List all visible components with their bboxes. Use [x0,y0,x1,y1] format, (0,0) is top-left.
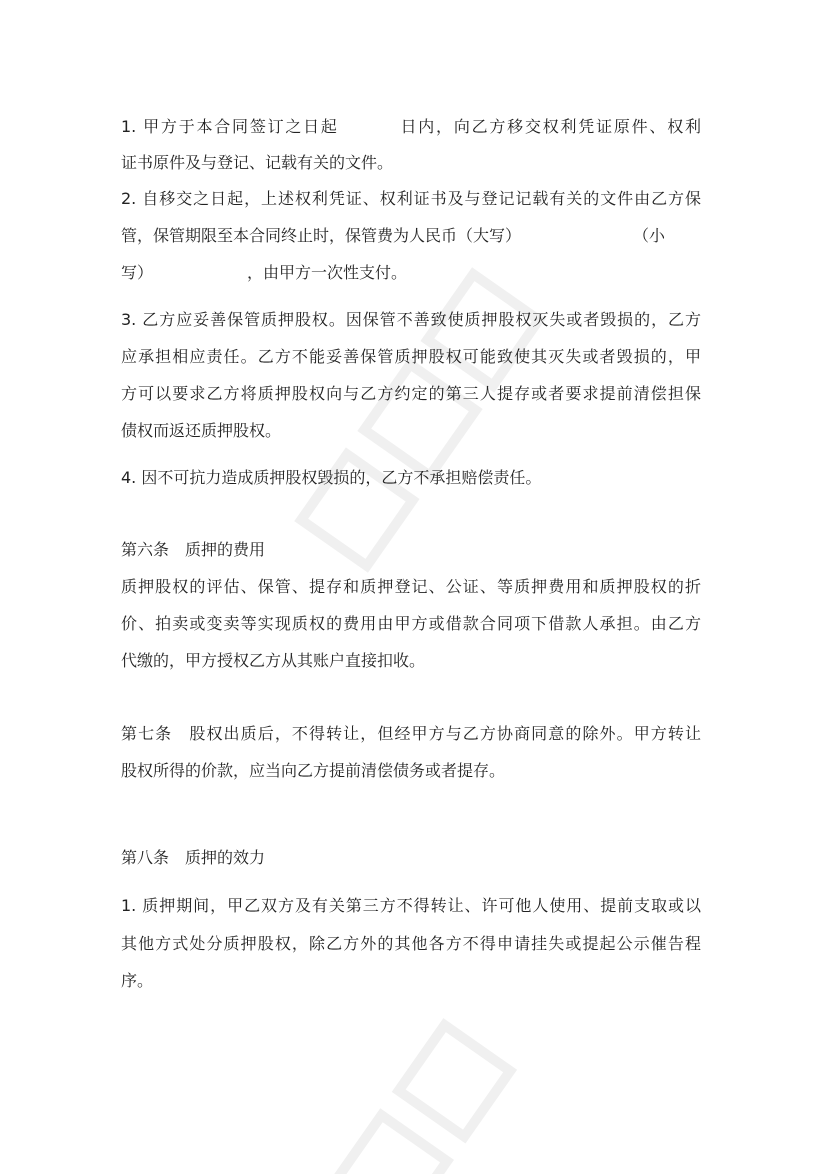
article8-line1: 1. 质押期间，甲乙双方及有关第三方不得转让、许可他人使用、提前支取或以 [121,896,701,915]
article7-line2: 股权所得的价款，应当向乙方提前清偿债务或者提存。 [121,761,506,780]
item2-line1: 2. 自移交之日起，上述权利凭证、权利证书及与登记记载有关的文件由乙方保 [121,189,701,208]
item3-line3: 方可以要求乙方将质押股权向与乙方约定的第三人提存或者要求提前清偿担保 [121,384,701,403]
item1-text-b: 日内，向乙方移交权利凭证原件、权利 [398,117,701,136]
item3-line2: 应承担相应责任。乙方不能妥善保管质押股权可能致使其灭失或者毁损的，甲 [121,347,701,366]
article6-line1: 质押股权的评估、保管、提存和质押登记、公证、等质押费用和质押股权的折 [121,577,701,596]
item3-line1: 3. 乙方应妥善保管质押股权。因保管不善致使质押股权灭失或者毁损的，乙方 [121,310,701,329]
article8-line3: 序。 [121,971,154,990]
item2-line2 [121,226,701,246]
item4-line: 4. 因不可抗力造成质押股权毁损的，乙方不承担赔偿责任。 [121,468,542,487]
item3-line4: 债权而返还质押股权。 [121,421,282,440]
article6-line2: 价、拍卖或变卖等实现质权的费用由甲方或借款合同项下借款人承担。由乙方 [121,614,701,633]
item2-text-d: 写） [121,263,154,282]
article6-line3: 代缴的，甲方授权乙方从其账户直接扣收。 [121,651,426,670]
item2-text-e: ，由甲方一次性支付。 [247,263,408,282]
item1-line1 [121,117,701,137]
item1-line2: 证书原件及与登记、记载有关的文件。 [121,153,394,172]
article8-line2: 其他方式处分质押股权，除乙方外的其他各方不得申请挂失或提起公示催告程 [121,934,701,953]
article8-heading: 第八条 质押的效力 [121,848,266,867]
item2-text-c: （小 [633,226,666,245]
item2-line3 [121,263,701,283]
item2-text-b: 管，保管期限至本合同终止时，保管费为人民币（大写） [121,226,522,245]
article7-line1: 第七条 股权出质后，不得转让，但经甲方与乙方协商同意的除外。甲方转让 [121,724,701,743]
article6-heading: 第六条 质押的费用 [121,540,266,559]
item1-text-a: 1. 甲方于本合同签订之日起 [121,117,339,136]
